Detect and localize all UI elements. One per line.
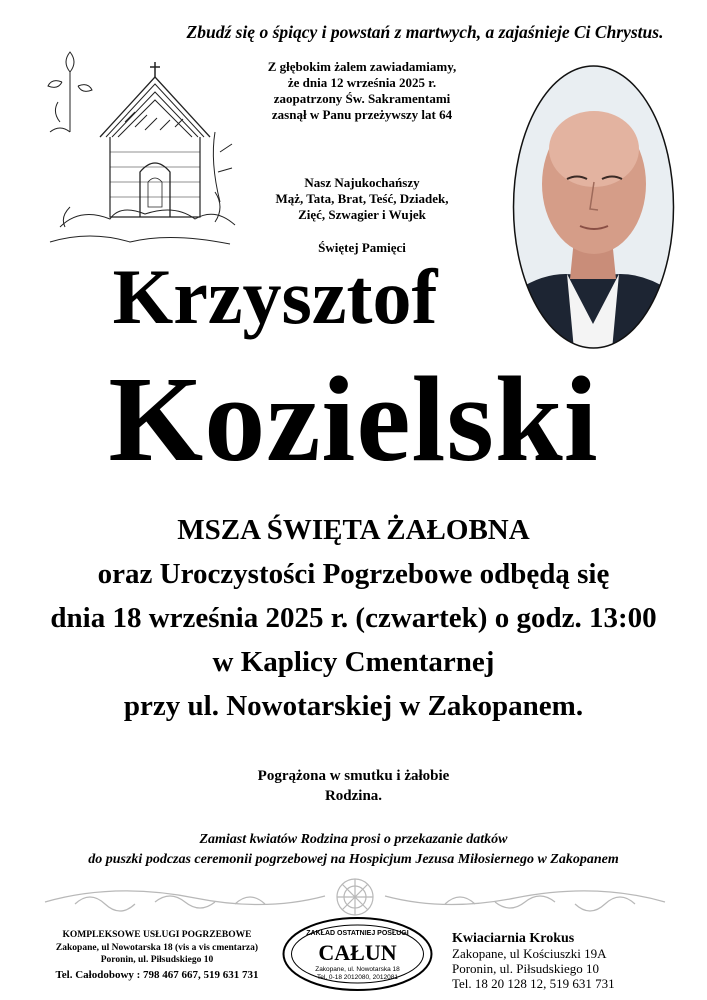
chapel-illustration [40,42,240,252]
calun-logo [280,915,435,993]
logo-top-text: ZAKŁAD OSTATNIEJ POSŁUGI [306,930,409,937]
mourning-line: Rodzina. [324,788,383,804]
funeral-services-phone: Tel. Całodobowy : 798 467 667, 519 631 731 [55,968,259,981]
family-line: Nasz Najukochańszy [304,175,420,190]
ceremony-line: oraz Uroczystości Pogrzebowe odbędą się [97,558,610,590]
logo-address: Zakopane, ul. Nowotarska 18 [315,966,400,973]
funeral-services-title: KOMPLEKSOWE USŁUGI POGRZEBOWE [62,930,252,940]
florist-address: Zakopane, ul Kościuszki 19A [452,946,607,961]
florist-phone: Tel. 18 20 128 12, 519 631 731 [452,976,615,991]
logo-name: CAŁUN [318,940,397,965]
announcement-line: zaopatrzony Św. Sakramentami [273,91,451,106]
family-line: Zięć, Szwagier i Wujek [298,207,426,222]
logo-phone: Tel. 0-18 2012080, 2012081 [317,974,398,981]
mourning-line: Pogrążona w smutku i żałobie [257,768,450,784]
family-line: Mąż, Tata, Brat, Teść, Dziadek, [275,191,449,206]
ornament-divider [35,874,675,920]
funeral-services-info [22,929,292,981]
florist-info [452,931,692,991]
announcement-line: zasnął w Panu przeżywszy lat 64 [271,107,453,122]
first-name: Krzysztof [112,253,438,340]
family-description [232,175,492,223]
mourning-note [0,766,707,806]
announcement-line: że dnia 12 września 2025 r. [287,75,437,90]
announcement [232,59,492,123]
ceremony-info [0,508,707,728]
announcement-line: Z głębokim żalem zawiadamiamy, [267,59,457,74]
surname: Kozielski [108,352,599,487]
florist-address: Poronin, ul. Piłsudskiego 10 [452,961,599,976]
portrait-photo [512,64,675,350]
donation-line: do puszki podczas ceremonii pogrzebowej na Hospicjum Jezusa Miłosiernego w Zakopanem [88,852,619,867]
ceremony-line: MSZA ŚWIĘTA ŻAŁOBNA [177,514,530,546]
header-quote: Zbudź się o śpiący i powstań z martwych, a zajaśnieje Ci Chrystus. [186,22,664,42]
ceremony-line: przy ul. Nowotarskiej w Zakopanem. [123,690,584,722]
ceremony-line: w Kaplicy Cmentarnej [212,646,495,678]
florist-name: Kwiaciarnia Krokus [452,931,575,946]
donation-note [0,830,707,870]
funeral-services-address: Zakopane, ul Nowotarska 18 (vis a vis cmentarza) [55,942,259,953]
funeral-services-address: Poronin, ul. Piłsudskiego 10 [100,955,214,965]
donation-line: Zamiast kwiatów Rodzina prosi o przekazanie datków [199,832,508,847]
memory-label: Świętej Pamięci [318,240,406,255]
ceremony-line: dnia 18 września 2025 r. (czwartek) o godz. 13:00 [50,602,657,634]
